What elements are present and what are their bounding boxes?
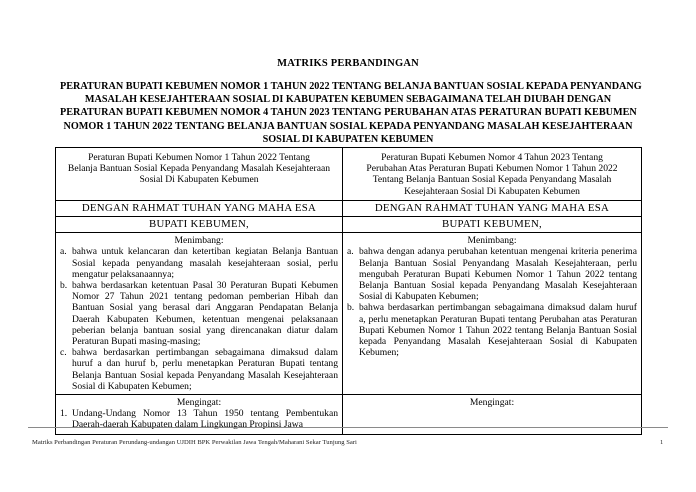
page-number: 1: [660, 439, 664, 446]
header-line: Peraturan Bupati Kebumen Nomor 4 Tahun 2023 Tentang: [381, 152, 603, 163]
header-line: Belanja Bantuan Sosial Kepada Penyandang Masalah Kesejahteraan: [67, 163, 331, 175]
item-text: bahwa berdasarkan pertimbangan sebagaimana dimaksud dalam huruf a, perlu menetapkan Peraturan Bupati tentang Perubahan atas Peraturan Bupati Kebumen Nomor 1 Tahun 2022 tentang Belanja Bantuan Sosial kepada Penyandang Masalah Kesejahteraan Sosial di Kabupaten Kebumen;: [359, 302, 637, 359]
left-menimbang-list: [60, 246, 338, 392]
list-item: [347, 302, 637, 359]
footer-divider: [28, 427, 668, 428]
table-row: [56, 217, 642, 233]
right-menimbang-cell: [343, 233, 642, 395]
table-row: [56, 395, 642, 435]
list-item: [347, 246, 637, 303]
table-header-row: [56, 148, 642, 201]
list-item: [60, 280, 338, 348]
comparison-table: [55, 147, 642, 435]
mengingat-clip: [60, 408, 338, 432]
item-label: c.: [60, 347, 67, 359]
item-label: 1.: [60, 408, 68, 420]
item-text: Undang-Undang Nomor 13 Tahun 1950 tentang Pembentukan Daerah-daerah Kabupaten dalam Lingkungan Propinsi Jawa: [72, 408, 338, 431]
right-menimbang-list: [347, 246, 637, 358]
table-row: [56, 200, 642, 216]
left-bupati: BUPATI KEBUMEN,: [56, 217, 343, 233]
header-line: Sosial Di Kabupaten Kebumen: [139, 174, 259, 186]
mengingat-label: Mengingat:: [176, 397, 222, 409]
heading-line: PERATURAN BUPATI KEBUMEN NOMOR 1 TAHUN 2022 TENTANG BELANJA BANTUAN SOSIAL KEPADA PENYANDANG: [60, 81, 642, 92]
document-title: MATRIKS PERBANDINGAN: [277, 58, 419, 69]
header-line: Perubahan Atas Peraturan Bupati Kebumen Nomor 1 Tahun 2022: [366, 163, 618, 175]
footer-text: Matriks Perbandingan Peraturan Perundang-undangan UJDIH BPK Perwakilan Jawa Tengah/Maharani Sekar Tunjung Sari: [32, 439, 357, 446]
heading-line: NOMOR 1 TAHUN 2022 TENTANG BELANJA BANTUAN SOSIAL KEPADA PENYANDANG MASALAH KESEJAHTERAAN: [63, 120, 633, 132]
left-menimbang-cell: [56, 233, 343, 395]
heading-line: SOSIAL DI KABUPATEN KEBUMEN: [262, 133, 434, 145]
menimbang-label: Menimbang:: [174, 235, 224, 247]
item-text: bahwa dengan adanya perubahan ketentuan mengenai kriteria penerima Belanja Bantuan Sosial Penyandang Masalah Kesejahteraan, perlu mengubah Peraturan Bupati Kebumen Nomor 1 Tahun 2022 tentang Belanja Bantuan Sosial kepada Penyandang Masalah Kesejahteraan Sosial di Kabupaten Kebumen;: [359, 246, 637, 303]
item-text: bahwa berdasarkan ketentuan Pasal 30 Peraturan Bupati Kebumen Nomor 27 Tahun 2021 tentang pedoman pemberian Hibah dan Bantuan Sosial yang berasal dari Anggaran Pendapatan Belanja Daerah Kabupaten Kebumen, ketentuan mengenai pelaksanaan peberian belanja bantuan sosial yang direncanakan diatur dalam Peraturan Bupati masing-masing;: [72, 280, 338, 348]
right-column-header: [343, 148, 642, 201]
header-line: Kesejahteraan Sosial Di Kabupaten Kebumen: [404, 185, 580, 197]
document-heading: [60, 80, 642, 146]
item-label: b.: [347, 302, 355, 314]
item-label: a.: [347, 246, 354, 258]
left-column-header: [56, 148, 343, 201]
mengingat-label: Mengingat:: [469, 397, 515, 409]
item-text: bahwa berdasarkan pertimbangan sebagaimana dimaksud dalam huruf a dan huruf b, perlu menetapkan Peraturan Bupati tentang Belanja Bantuan Sosial kepada Penyandang Masalah Kesejahteraan Sosial di Kabupaten Kebumen;: [72, 347, 338, 392]
left-mengingat-cell: [56, 395, 343, 435]
item-label: b.: [60, 280, 68, 292]
left-rahmat: DENGAN RAHMAT TUHAN YANG MAHA ESA: [56, 200, 343, 216]
header-line: Peraturan Bupati Kebumen Nomor 1 Tahun 2022 Tentang: [88, 152, 310, 163]
right-bupati: BUPATI KEBUMEN,: [343, 217, 642, 233]
right-rahmat: DENGAN RAHMAT TUHAN YANG MAHA ESA: [343, 200, 642, 216]
heading-line: PERATURAN BUPATI KEBUMEN NOMOR 4 TAHUN 2023 TENTANG PERUBAHAN ATAS PERATURAN BUPATI KEBUMEN: [60, 107, 637, 119]
table-row: [56, 233, 642, 395]
list-item: [60, 347, 338, 392]
right-mengingat-cell: [343, 395, 642, 435]
header-line: Tentang Belanja Bantuan Sosial Kepada Penyandang Masalah: [372, 174, 612, 186]
list-item: [60, 246, 338, 280]
menimbang-label: Menimbang:: [467, 235, 517, 247]
heading-line: MASALAH KESEJAHTERAAN SOSIAL DI KABUPATEN KEBUMEN SEBAGAIMANA TELAH DIUBAH DENGAN: [84, 94, 612, 106]
item-label: a.: [60, 246, 67, 258]
item-text: bahwa untuk kelancaran dan ketertiban kegiatan Belanja Bantuan Sosial kepada penyandang masalah kesejahteraan sosial, perlu mengatur pelaksanaannya;: [72, 246, 338, 280]
